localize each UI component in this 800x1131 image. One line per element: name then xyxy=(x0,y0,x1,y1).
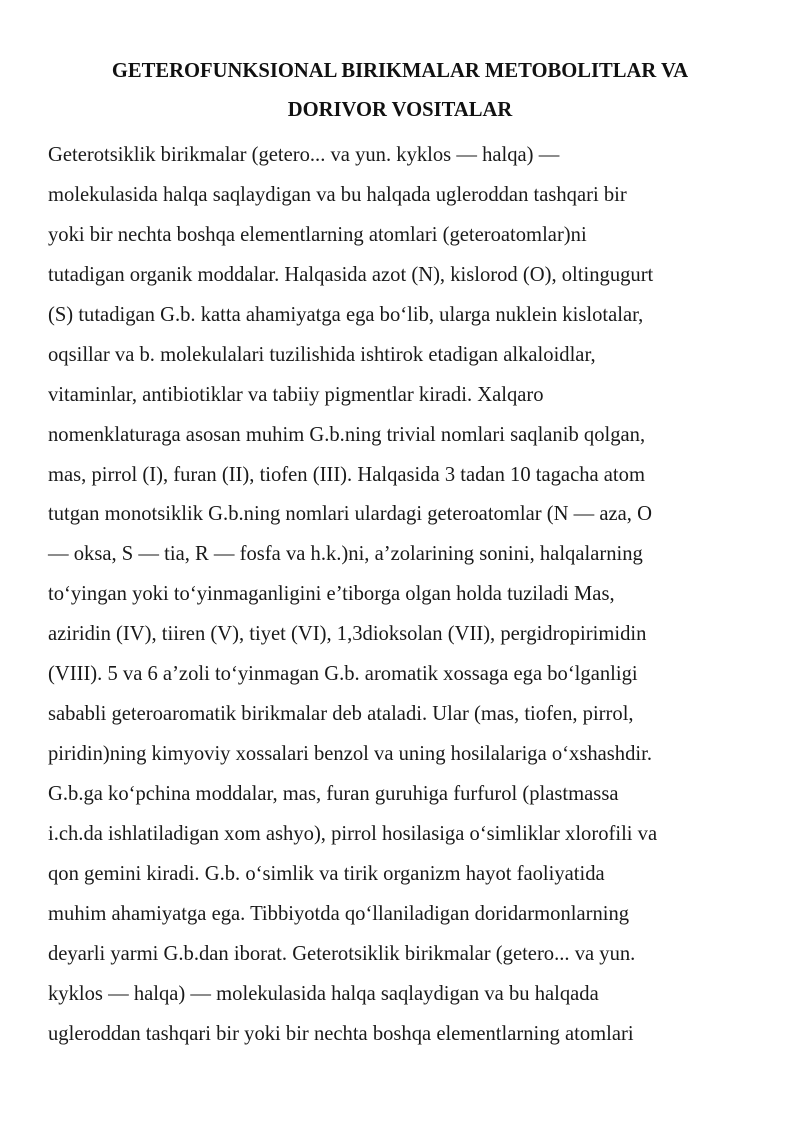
body-line: nomenklaturaga asosan muhim G.b.ning trivial nomlari saqlanib qolgan, xyxy=(48,423,646,446)
body-line: piridin)ning kimyoviy xossalari benzol va uning hosilalariga o‘xshashdir. xyxy=(48,743,652,766)
body-paragraph xyxy=(48,136,768,1055)
body-line: yoki bir nechta boshqa elementlarning atomlari (geteroatomlar)ni xyxy=(48,223,587,246)
body-line: muhim ahamiyatga ega. Tibbiyotda qo‘llaniladigan doridarmonlarning xyxy=(48,902,630,925)
body-line: ugleroddan tashqari bir yoki bir nechta boshqa elementlarning atomlari xyxy=(48,1022,634,1045)
document-title-line-1: GETEROFUNKSIONAL BIRIKMALAR METOBOLITLAR VA xyxy=(111,60,689,82)
body-line: molekulasida halqa saqlaydigan va bu halqada ugleroddan tashqari bir xyxy=(48,183,627,206)
body-line: — oksa, S — tia, R — fosfa va h.k.)ni, a’zolarining sonini, halqalarning xyxy=(48,543,643,566)
body-line: G.b.ga ko‘pchina moddalar, mas, furan guruhiga furfurol (plastmassa xyxy=(48,783,619,805)
body-line: aziridin (IV), tiiren (V), tiyet (VI), 1,3dioksolan (VII), pergidropirimidin xyxy=(48,623,647,646)
document-title-line-2: DORIVOR VOSITALAR xyxy=(287,99,513,121)
body-line: sababli geteroaromatik birikmalar deb ataladi. Ular (mas, tiofen, pirrol, xyxy=(48,703,634,726)
body-line: vitaminlar, antibiotiklar va tabiiy pigmentlar kiradi. Xalqaro xyxy=(48,383,544,406)
body-line: tutadigan organik moddalar. Halqasida azot (N), kislorod (O), oltingugurt xyxy=(48,263,654,286)
body-line: i.ch.da ishlatiladigan xom ashyo), pirrol hosilasiga o‘simliklar xlorofili va xyxy=(48,822,658,845)
body-line: deyarli yarmi G.b.dan iborat. Geterotsiklik birikmalar (getero... va yun. xyxy=(48,942,636,965)
body-line: mas, pirrol (I), furan (II), tiofen (III). Halqasida 3 tadan 10 tagacha atom xyxy=(48,463,645,486)
body-line: (S) tutadigan G.b. katta ahamiyatga ega bo‘lib, ularga nuklein kislotalar, xyxy=(48,303,644,326)
body-line: (VIII). 5 va 6 a’zoli to‘yinmagan G.b. aromatik xossaga ega bo‘lganligi xyxy=(48,663,638,686)
body-line: kyklos — halqa) — molekulasida halqa saqlaydigan va bu halqada xyxy=(48,982,599,1005)
body-line: qon gemini kiradi. G.b. o‘simlik va tirik organizm hayot faoliyatida xyxy=(48,862,605,885)
body-line: tutgan monotsiklik G.b.ning nomlari ulardagi geteroatomlar (N — aza, O xyxy=(48,503,652,526)
body-line: oqsillar va b. molekulalari tuzilishida ishtirok etadigan alkaloidlar, xyxy=(48,343,596,366)
body-line: Geterotsiklik birikmalar (getero... va yun. kyklos — halqa) — xyxy=(48,144,560,166)
body-line: to‘yingan yoki to‘yinmaganligini e’tiborga olgan holda tuziladi Mas, xyxy=(48,583,615,606)
